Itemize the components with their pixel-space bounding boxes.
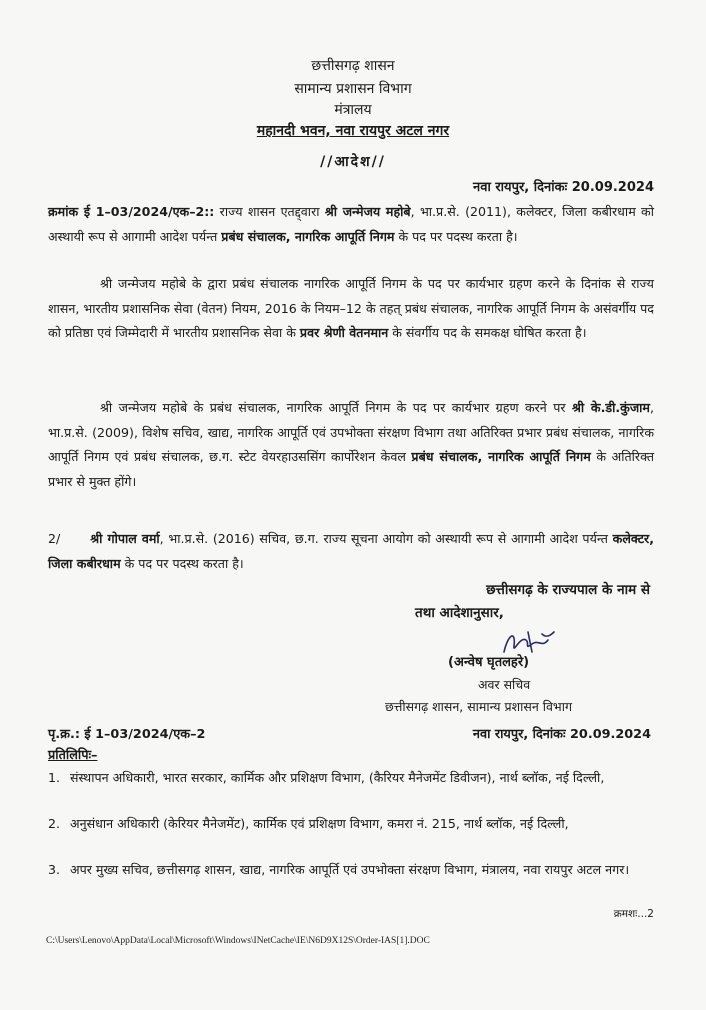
govt-name: छत्तीसगढ़ शासन [311, 58, 395, 74]
order-paragraph-4: 2/ श्री गोपाल वर्मा, भा.प्र.से. (2016) सचिव, छ.ग. राज्य सूचना आयोग को अस्थायी रूप से आगामी आदेश पर्यन्त कलेक्टर, जिला कबीरधाम के पद पर पदस्थ करता है। [48, 531, 654, 571]
signatory-name: (अन्वेष घृतलहरे) [448, 655, 530, 670]
signatory-department: छत्तीसगढ़ शासन, सामान्य प्रशासन विभाग [385, 699, 572, 714]
order-number: क्रमांक ई 1–03/2024/एक–2:: [48, 204, 215, 219]
order-paragraph-1: क्रमांक ई 1–03/2024/एक–2:: राज्य शासन एतद्द्वारा श्री जन्मेजय महोबे, भा.प्र.से. (2011), कलेक्टर, जिला कबीरधाम को अस्थायी रूप से आगामी आदेश पर्यन्त प्रबंध संचालक, नागरिक आपूर्ति निगम के पद पर पदस्थ करता है। [48, 204, 654, 244]
posting-title: कलेक्टर, जिला कबीरधाम [48, 531, 654, 571]
place-date: नवा रायपुर, दिनांकः 20.09.2024 [473, 180, 654, 195]
office-name: मंत्रालय [334, 102, 372, 118]
endorsement-date: नवा रायपुर, दिनांकः 20.09.2024 [472, 727, 651, 742]
order-title: //आदेश// [320, 154, 386, 170]
cc-list-item: 1. संस्थापन अधिकारी, भारत सरकार, कार्मिक और प्रशिक्षण विभाग, (कैरियर मैनेजमेंट डिवीजन), नार्थ ब्लॉक, नई दिल्ली, [48, 770, 605, 785]
copy-label: प्रतिलिपिः– [48, 748, 98, 763]
officer-name: श्री गोपाल वर्मा [90, 531, 160, 546]
paragraph-number: 2/ [48, 531, 61, 546]
order-paragraph-2: श्री जन्मेजय महोबे के द्वारा प्रबंध संचालक नागरिक आपूर्ति निगम के पद पर कार्यभार ग्रहण करने के दिनांक से राज्य शासन, भारतीय प्रशासनिक सेवा (वेतन) नियम, 2016 के नियम–12 के तहत् प्रबंध संचालक, नागरिक आपूर्ति निगम के असंवर्गीय पद को प्रतिष्ठा एवं जिम्मेदारी में भारतीय प्रशासनिक सेवा के प्रवर श्रेणी वेतनमान के संवर्गीय पद के समकक्ष घोषित करता है। [48, 276, 654, 340]
by-order: तथा आदेशानुसार, [415, 605, 504, 621]
pay-scale: प्रवर श्रेणी वेतनमान [299, 325, 389, 340]
department-name: सामान्य प्रशासन विभाग [294, 81, 412, 97]
cc-list-item: 3. अपर मुख्य सचिव, छत्तीसगढ़ शासन, खाद्य, नागरिक आपूर्ति एवं उपभोक्ता संरक्षण विभाग, मंत्रालय, नवा रायपुर अटल नगर। [48, 862, 630, 877]
cc-list-item: 2. अनुसंधान अधिकारी (केरियर मैनेजमेंट), कार्मिक एवं प्रशिक्षण विभाग, कमरा नं. 215, नार्थ ब्लॉक, नई दिल्ली, [48, 816, 569, 831]
signatory-designation: अवर सचिव [478, 677, 531, 692]
officer-name: श्री के.डी.कुंजाम [571, 400, 650, 415]
endorsement-number: पृ.क्र.: ई 1–03/2024/एक–2 [48, 727, 206, 742]
posting-title: प्रबंध संचालक, नागरिक आपूर्ति निगम [221, 228, 395, 244]
continued-marker: क्रमशः...2 [613, 908, 654, 920]
relieved-charge: प्रबंध संचालक, नागरिक आपूर्ति निगम [411, 449, 591, 464]
officer-name: श्री जन्मेजय महोबे [324, 204, 411, 219]
file-path: C:\Users\Lenovo\AppData\Local\Microsoft\Windows\INetCache\IE\N6D9X12S\Order-IAS[1].DOC [46, 936, 430, 946]
office-address: महानदी भवन, नवा रायपुर अटल नगर [256, 123, 450, 139]
governor-authority: छत्तीसगढ़ के राज्यपाल के नाम से [486, 582, 650, 598]
order-paragraph-3: श्री जन्मेजय महोबे के प्रबंध संचालक, नागरिक आपूर्ति निगम के पद पर कार्यभार ग्रहण करने पर श्री के.डी.कुंजाम, भा.प्र.से. (2009), विशेष सचिव, खाद्य, नागरिक आपूर्ति एवं उपभोक्ता संरक्षण विभाग तथा अतिरिक्त प्रभार प्रबंध संचालक, नागरिक आपूर्ति निगम एवं प्रबंध संचालक, छ.ग. स्टेट वेयरहाउससिंग कार्पोरेशन केवल प्रबंध संचालक, नागरिक आपूर्ति निगम के अतिरिक्त प्रभार से मुक्त होंगे। [48, 400, 654, 489]
